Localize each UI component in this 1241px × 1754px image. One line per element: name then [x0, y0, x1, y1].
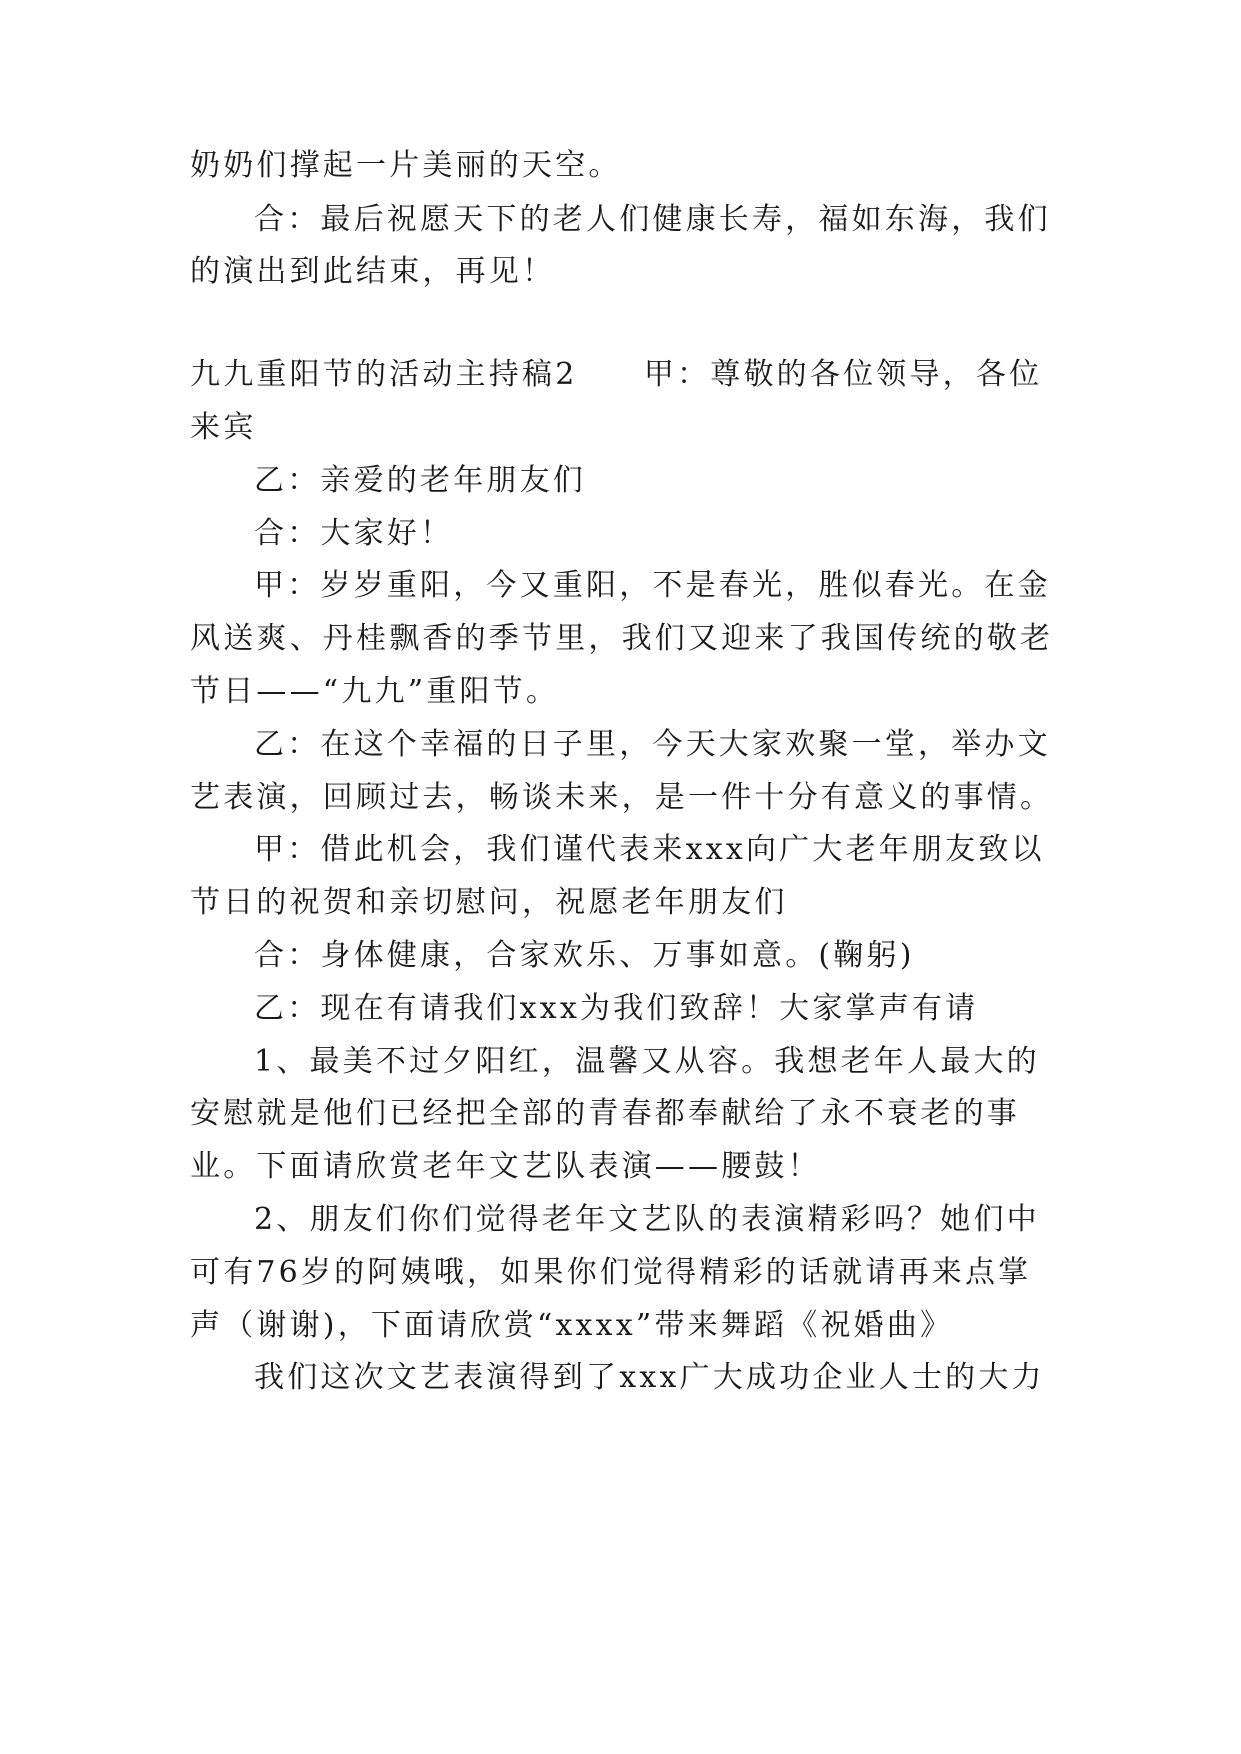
text-line: 乙：亲爱的老年朋友们 [254, 463, 586, 498]
text-line: 1、最美不过夕阳红，温馨又从容。我想老年人最大的 [254, 1044, 1040, 1079]
text-line: 安慰就是他们已经把全部的青春都奉献给了永不衰老的事 [190, 1096, 1020, 1131]
section-heading: 九九重阳节的活动主持稿2 甲：尊敬的各位领导，各位 [190, 357, 1043, 392]
text-line: 甲：岁岁重阳，今又重阳，不是春光，胜似春光。在金 [254, 568, 1051, 603]
text-line: 声（谢谢)，下面请欣赏“xxxx”带来舞蹈《祝婚曲》 [190, 1308, 954, 1343]
text-line: 我们这次文艺表演得到了xxx广大成功企业人士的大力 [254, 1360, 1045, 1395]
text-line: 可有76岁的阿姨哦，如果你们觉得精彩的话就请再来点掌 [190, 1255, 1032, 1290]
text-line: 奶奶们撑起一片美丽的天空。 [190, 148, 622, 183]
text-line: 乙：在这个幸福的日子里，今天大家欢聚一堂，举办文 [254, 727, 1051, 762]
text-line: 节日的祝贺和亲切慰问，祝愿老年朋友们 [190, 885, 788, 920]
text-line: 合：最后祝愿天下的老人们健康长寿，福如东海，我们 [254, 202, 1051, 237]
text-line: 甲：借此机会，我们谨代表来xxx向广大老年朋友致以 [254, 832, 1045, 867]
text-line: 乙：现在有请我们xxx为我们致辞！大家掌声有请 [254, 991, 979, 1026]
text-line: 合：大家好！ [254, 516, 454, 551]
text-line: 艺表演，回顾过去，畅谈未来，是一件十分有意义的事情。 [190, 780, 1054, 815]
text-line: 2、朋友们你们觉得老年文艺队的表演精彩吗？她们中 [254, 1202, 1040, 1237]
text-line: 节日——“九九”重阳节。 [190, 674, 560, 709]
text-line: 来宾 [190, 410, 257, 445]
text-line: 风送爽、丹桂飘香的季节里，我们又迎来了我国传统的敬老 [190, 621, 1054, 656]
text-line: 业。下面请欣赏老年文艺队表演——腰鼓！ [190, 1149, 821, 1184]
text-line: 合：身体健康，合家欢乐、万事如意。(鞠躬) [254, 938, 915, 973]
text-line: 的演出到此结束，再见！ [190, 254, 556, 289]
